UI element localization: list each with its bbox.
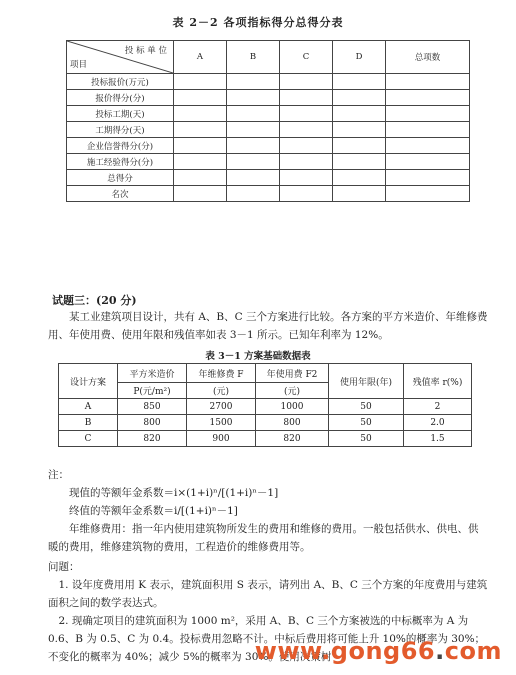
plan-table-header — [59, 364, 472, 383]
col-header-residual: 残值率 r(%) — [404, 364, 472, 399]
question-1: 1. 设年度费用用 K 表示，建筑面积用 S 表示，请列出 A、B、C 三个方案的年度费用与建筑面积之间的数学表达式。 — [48, 579, 488, 609]
cell-plan: C — [59, 431, 118, 447]
cell-years: 50 — [329, 399, 404, 415]
col-header-a: A — [174, 41, 227, 74]
cell-price: 850 — [118, 399, 187, 415]
table-row — [59, 399, 472, 415]
table-row — [67, 106, 470, 122]
row-label: 投标报价(万元) — [67, 74, 174, 90]
cell-residual: 2.0 — [404, 415, 472, 431]
row-label: 工期得分(天) — [67, 122, 174, 138]
table-row — [67, 138, 470, 154]
col-header-total: 总项数 — [386, 41, 470, 74]
cell-use: 820 — [256, 431, 329, 447]
table-row — [67, 122, 470, 138]
watermark-dot: . — [435, 637, 445, 665]
col-header-plan: 设计方案 — [59, 364, 118, 399]
header-bidder: 投 标 单 位 — [124, 46, 167, 56]
cell-residual: 1.5 — [404, 431, 472, 447]
table-row — [59, 431, 472, 447]
plan-data-table — [58, 363, 472, 447]
cell-use: 1000 — [256, 399, 329, 415]
note-formula-1: 现值的等额年金系数＝i×(1+i)ⁿ/[(1+i)ⁿ－1] — [69, 487, 279, 499]
row-label: 投标工期(天) — [67, 106, 174, 122]
questions-label: 问题： — [48, 561, 80, 573]
cell-years: 50 — [329, 415, 404, 431]
table-row — [67, 170, 470, 186]
cell-plan: B — [59, 415, 118, 431]
col-unit-price: P(元/m²) — [118, 383, 187, 399]
note-definition: 年维修费用：指一年内使用建筑物所发生的费用和维修的费用。一般包括供水、供电、供暖的费用，维修建筑物的费用，工程造价的维修费用等。 — [48, 523, 479, 553]
diagonal-header-cell — [67, 41, 174, 74]
note-label: 注： — [48, 469, 69, 481]
table2-title: 表 2－2 各项指标得分总得分表 — [172, 16, 344, 29]
table-row — [67, 186, 470, 202]
question-intro: 某工业建筑项目设计，共有 A、B、C 三个方案进行比较。各方案的平方米造价、年维修费用、年使用费、使用年限和残值率如表 3－1 所示。已知年利率为 12%。 — [48, 311, 488, 341]
row-label: 报价得分(分) — [67, 90, 174, 106]
cell-residual: 2 — [404, 399, 472, 415]
score-table-header — [67, 41, 470, 74]
question-heading: 试题三：(20 分) — [52, 294, 137, 307]
col-header-c: C — [280, 41, 333, 74]
cell-use: 800 — [256, 415, 329, 431]
col-unit-use: (元) — [256, 383, 329, 399]
row-label: 企业信誉得分(分) — [67, 138, 174, 154]
table3-title: 表 3－1 方案基础数据表 — [205, 351, 311, 362]
note-formula-2: 终值的等额年金系数＝i/[(1+i)ⁿ－1] — [69, 505, 238, 517]
cell-maint: 900 — [187, 431, 256, 447]
cell-maint: 2700 — [187, 399, 256, 415]
table-row — [67, 74, 470, 90]
header-item: 项目 — [70, 60, 88, 70]
table-row — [67, 154, 470, 170]
cell-maint: 1500 — [187, 415, 256, 431]
col-header-b: B — [227, 41, 280, 74]
cell-price: 800 — [118, 415, 187, 431]
col-header-d: D — [333, 41, 386, 74]
col-header-years: 使用年限(年) — [329, 364, 404, 399]
cell-plan: A — [59, 399, 118, 415]
table-row — [59, 415, 472, 431]
cell-price: 820 — [118, 431, 187, 447]
watermark-brand: www.gong66 — [254, 637, 436, 665]
score-table — [66, 40, 470, 202]
col-header-use: 年使用费 F2 — [256, 364, 329, 383]
row-label: 总得分 — [67, 170, 174, 186]
row-label: 施工经验得分(分) — [67, 154, 174, 170]
col-header-price: 平方米造价 — [118, 364, 187, 383]
col-unit-maint: (元) — [187, 383, 256, 399]
question-2: 2. 现确定项目的建筑面积为 1000 m²，采用 A、B、C 三个方案被选的中标概率为 A 为 0.6、B 为 0.5、C 为 0.4。投标费用忽略不计。中标后费用将可能上升 10%的概率为 30%；不变化的概率为 40%；减少 5%的概率为 30%。使用决策树 — [48, 615, 486, 663]
table-row — [67, 90, 470, 106]
site-watermark — [255, 637, 502, 665]
cell-years: 50 — [329, 431, 404, 447]
row-label: 名次 — [67, 186, 174, 202]
col-header-maint: 年维修费 F — [187, 364, 256, 383]
watermark-tld: com — [444, 637, 502, 665]
